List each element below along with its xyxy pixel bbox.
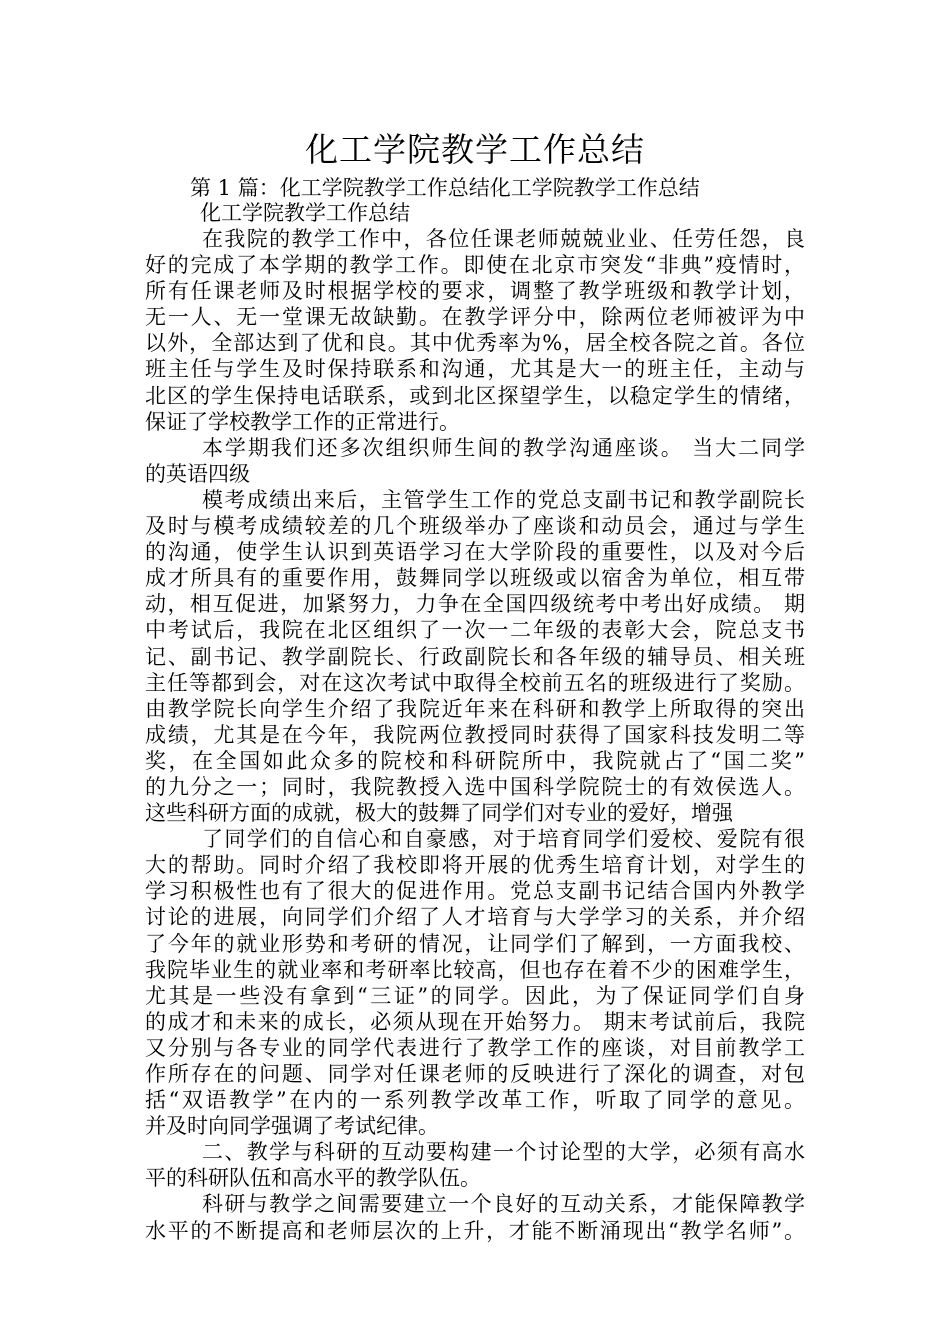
chapter-heading: 第 1 篇：化工学院教学工作总结化工学院教学工作总结 bbox=[190, 176, 700, 200]
text-line: 大的帮助。同时介绍了我校即将开展的优秀生培育计划，对学生的 bbox=[145, 853, 805, 878]
document-body bbox=[145, 226, 805, 1244]
document-title: 化工学院教学工作总结 bbox=[305, 130, 645, 169]
text-line: 成才所具有的重要作用，鼓舞同学以班级或以宿舍为单位，相互带 bbox=[145, 566, 805, 591]
text-line: 讨论的进展，向同学们介绍了人才培育与大学学习的关系，并介绍 bbox=[145, 905, 805, 930]
text-line: 本学期我们还多次组织师生间的教学沟通座谈。 当大二同学 bbox=[202, 435, 805, 460]
text-line: 班主任与学生及时保持联系和沟通，尤其是大一的班主任，主动与 bbox=[145, 357, 805, 382]
text-line: 平的科研队伍和高水平的教学队伍。 bbox=[145, 1166, 481, 1191]
text-line: 中考试后，我院在北区组织了一次一二年级的表彰大会，院总支书 bbox=[145, 618, 805, 643]
text-line: 北区的学生保持电话联系，或到北区探望学生，以稳定学生的情绪， bbox=[145, 383, 805, 408]
text-line: 的沟通，使学生认识到英语学习在大学阶段的重要性，以及对今后 bbox=[145, 540, 805, 565]
text-line: 主任等都到会，对在这次考试中取得全校前五名的班级进行了奖励。 bbox=[145, 670, 805, 695]
text-line: 成绩，尤其是在今年，我院两位教授同时获得了国家科技发明二等 bbox=[145, 722, 805, 747]
text-line: 又分别与各专业的同学代表进行了教学工作的座谈，对目前教学工 bbox=[145, 1035, 805, 1060]
text-line: 模考成绩出来后，主管学生工作的党总支副书记和教学副院长 bbox=[202, 487, 805, 512]
text-line: 了今年的就业形势和考研的情况，让同学们了解到，一方面我校、 bbox=[145, 931, 805, 956]
text-line: 保证了学校教学工作的正常进行。 bbox=[145, 409, 460, 434]
text-line: 并及时向同学强调了考试纪律。 bbox=[145, 1114, 439, 1139]
text-line: 的成才和未来的成长，必须从现在开始努力。 期末考试前后，我院 bbox=[145, 1009, 805, 1034]
text-line: 无一人、无一堂课无故缺勤。在教学评分中，除两位老师被评为中 bbox=[145, 305, 805, 330]
text-line: 奖，在全国如此众多的院校和科研院所中，我院就占了“国二奖” bbox=[145, 748, 805, 773]
text-line: 这些科研方面的成就，极大的鼓舞了同学们对专业的爱好，增强 bbox=[145, 801, 733, 826]
text-line: 记、副书记、教学副院长、行政副院长和各年级的辅导员、相关班 bbox=[145, 644, 805, 669]
text-line: 的九分之一；同时，我院教授入选中国科学院院士的有效侯选人。 bbox=[145, 774, 805, 799]
text-line: 以外，全部达到了优和良。其中优秀率为%，居全校各院之首。各位 bbox=[145, 331, 805, 356]
text-line: 作所存在的问题、同学对任课老师的反映进行了深化的调查，对包 bbox=[145, 1062, 805, 1086]
text-line: 所有任课老师及时根据学校的要求，调整了教学班级和教学计划， bbox=[145, 279, 805, 304]
text-line: 的英语四级 bbox=[145, 461, 250, 486]
text-line: 我院毕业生的就业率和考研率比较高，但也存在着不少的困难学生， bbox=[145, 957, 805, 982]
text-line: 括“双语教学”在内的一系列教学改革工作，听取了同学的意见。 bbox=[145, 1088, 805, 1113]
text-line: 动，相互促进，加紧努力，力争在全国四级统考中考出好成绩。 期 bbox=[145, 592, 805, 617]
section-subtitle: 化工学院教学工作总结 bbox=[200, 201, 410, 225]
text-line: 了同学们的自信心和自豪感，对于培育同学们爱校、爱院有很 bbox=[202, 827, 805, 852]
text-line: 在我院的教学工作中，各位任课老师兢兢业业、任劳任怨，良 bbox=[202, 227, 805, 251]
text-line: 二、教学与科研的互动要构建一个讨论型的大学，必须有高水 bbox=[202, 1140, 805, 1165]
text-line: 科研与教学之间需要建立一个良好的互动关系，才能保障教学 bbox=[202, 1192, 805, 1217]
text-line: 及时与模考成绩较差的几个班级举办了座谈和动员会，通过与学生 bbox=[145, 514, 805, 539]
text-line: 由教学院长向学生介绍了我院近年来在科研和教学上所取得的突出 bbox=[145, 696, 805, 721]
text-line: 水平的不断提高和老师层次的上升，才能不断涌现出“教学名师”。 bbox=[145, 1218, 805, 1243]
text-line: 学习积极性也有了很大的促进作用。党总支副书记结合国内外教学 bbox=[145, 879, 805, 904]
text-line: 尤其是一些没有拿到“三证”的同学。因此，为了保证同学们自身 bbox=[145, 983, 805, 1008]
text-line: 好的完成了本学期的教学工作。即使在北京市突发“非典”疫情时， bbox=[145, 253, 805, 278]
